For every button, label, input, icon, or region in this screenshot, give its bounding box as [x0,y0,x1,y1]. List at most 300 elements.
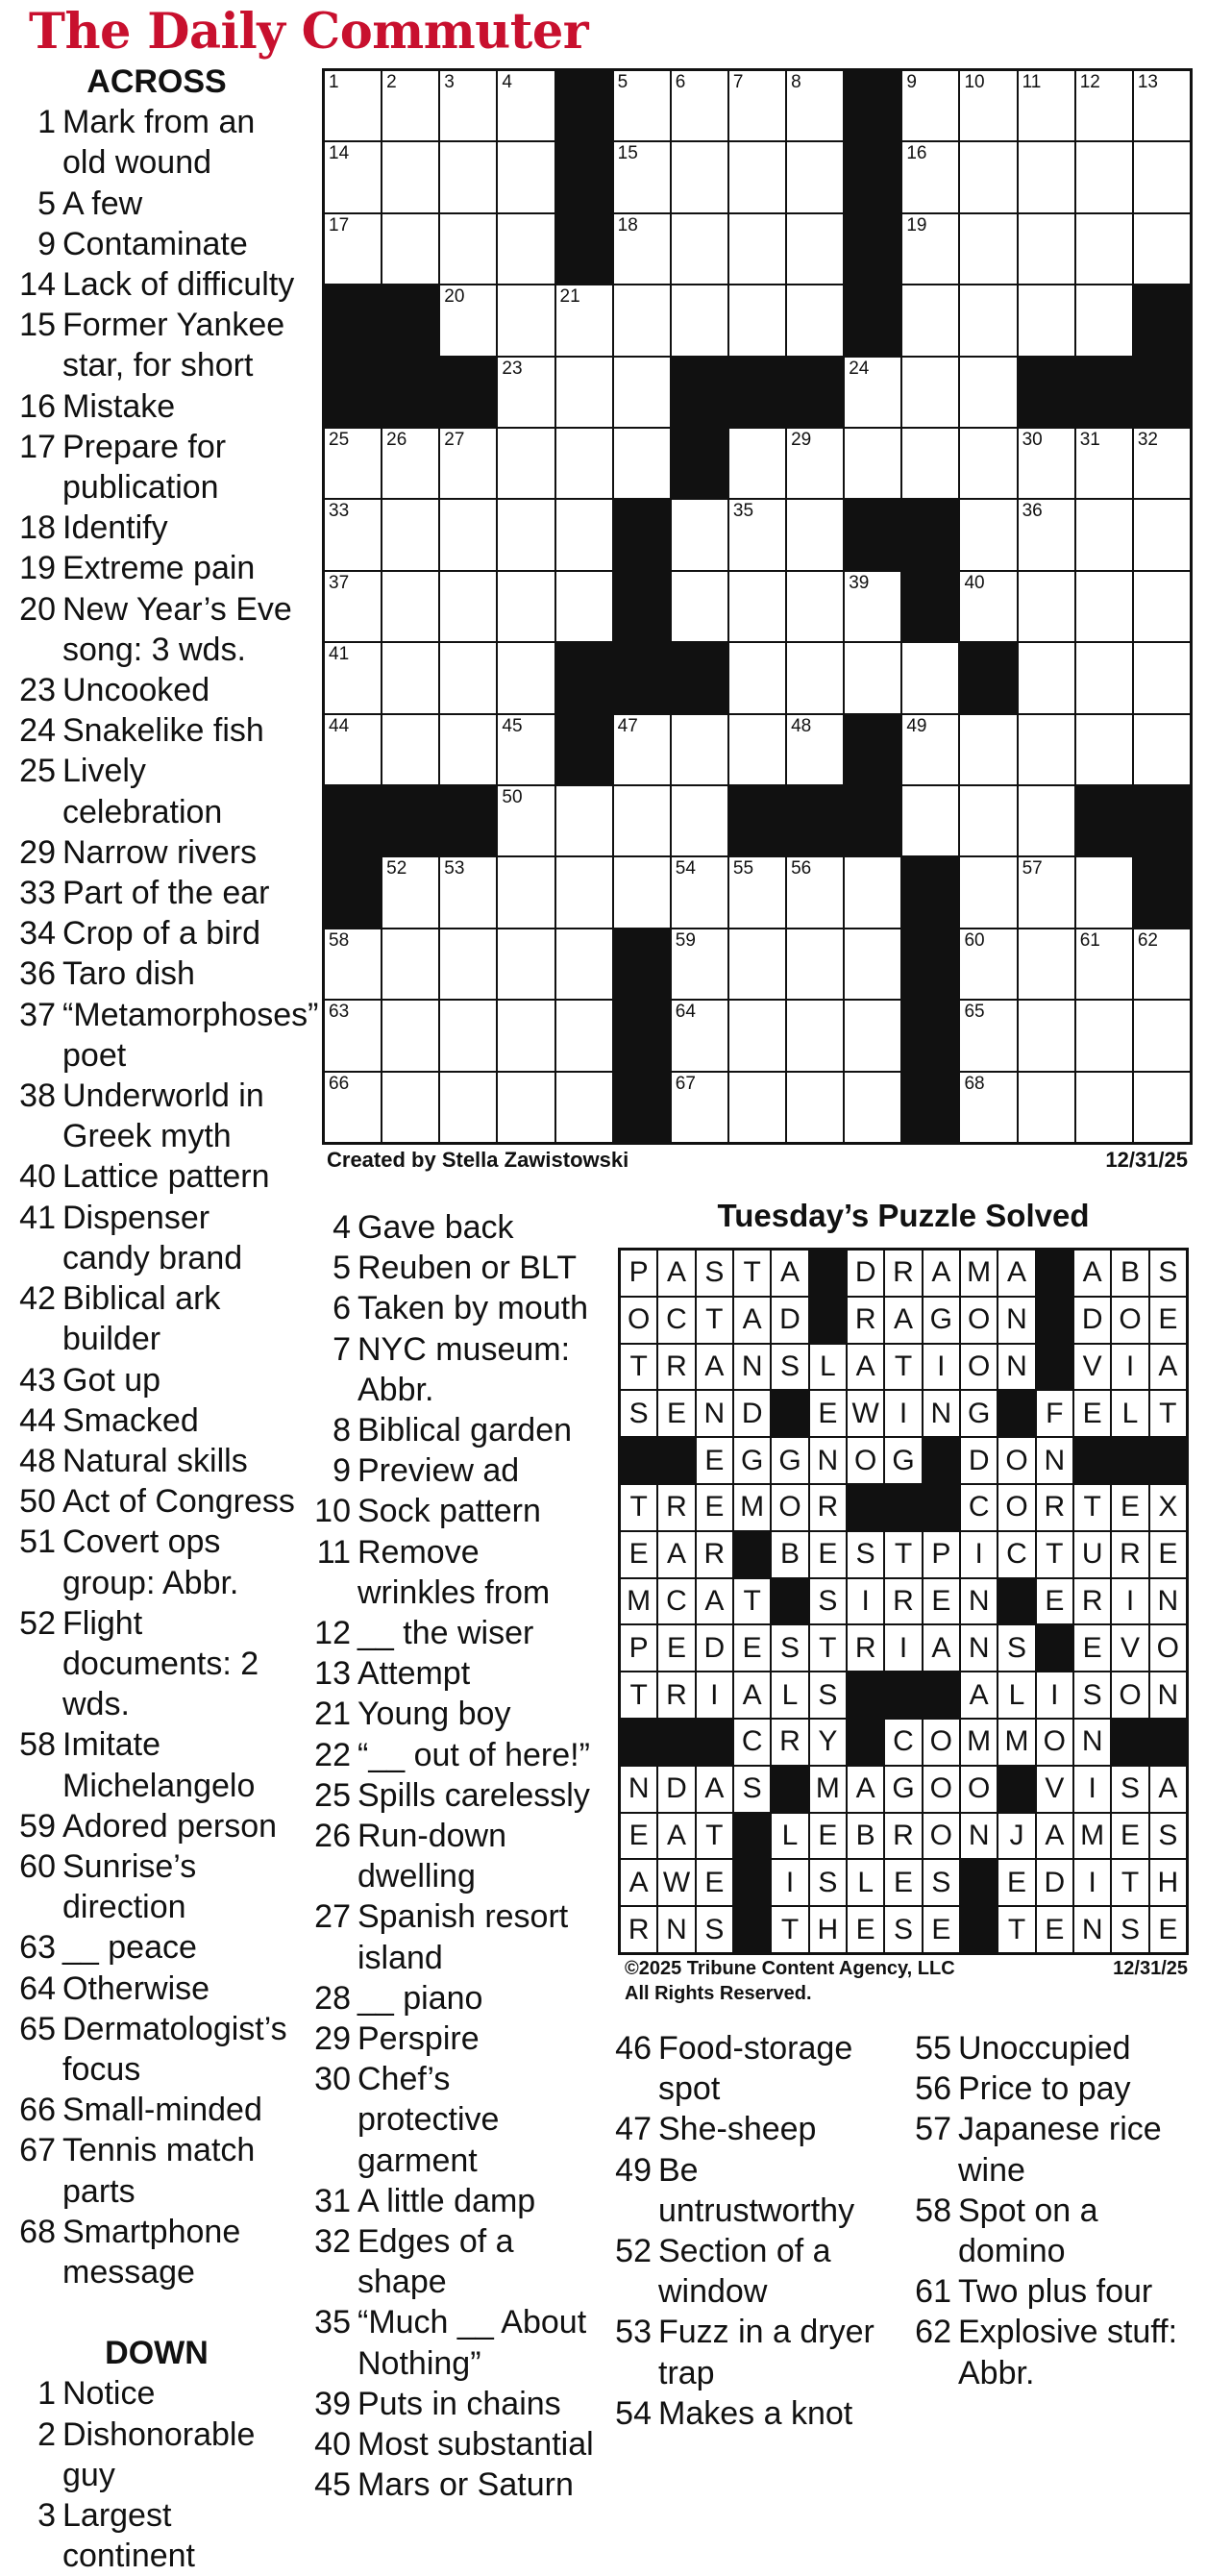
solution-letter: R [658,1672,694,1718]
grid-cell[interactable] [1076,71,1132,140]
grid-cell[interactable] [960,142,1016,211]
grid-cell[interactable] [440,643,496,712]
clue-text: Smacked [62,1401,199,1439]
solution-letter: I [961,1532,997,1577]
solution-letter: I [697,1672,732,1718]
solution-block [1150,1438,1186,1483]
clue-item [17,751,306,831]
clue-number: 8 [333,1412,351,1449]
grid-cell[interactable] [325,1073,381,1142]
grid-cell[interactable] [1134,1001,1190,1070]
solution-letter: B [848,1814,883,1859]
grid-cell[interactable] [1134,929,1190,999]
solution-letter: A [1150,1345,1186,1390]
grid-cell[interactable] [556,358,612,427]
grid-cell[interactable] [960,358,1016,427]
grid-cell[interactable] [1134,500,1190,569]
clue-text: Young boy [357,1696,511,1733]
grid-cell[interactable] [1019,715,1074,784]
grid-cell[interactable] [960,214,1016,284]
grid-cell[interactable] [787,71,843,140]
grid-cell[interactable] [902,285,958,355]
grid-cell[interactable] [1076,929,1132,999]
grid-cell[interactable] [787,572,843,641]
grid-cell[interactable] [672,285,727,355]
grid-cell[interactable] [672,715,727,784]
clue-text: Smartphone message [62,2213,241,2291]
solution-block [1037,1345,1072,1390]
grid-cell[interactable] [382,929,438,999]
solution-letter: R [810,1485,846,1530]
grid-cell[interactable] [902,142,958,211]
solution-letter: L [1112,1391,1147,1436]
grid-cell[interactable] [1019,857,1074,927]
grid-cell[interactable] [1076,857,1132,927]
grid-cell[interactable] [787,214,843,284]
block-cell [556,71,612,140]
grid-cell[interactable] [614,285,670,355]
solution-letter: P [621,1625,656,1671]
clue-item [17,1806,306,1846]
grid-cell[interactable] [440,857,496,927]
grid-cell[interactable] [440,429,496,498]
solution-letter: S [810,1860,846,1905]
grid-cell[interactable] [1076,572,1132,641]
grid-cell[interactable] [845,572,900,641]
grid-cell[interactable] [440,285,496,355]
grid-cell[interactable] [440,214,496,284]
grid-cell[interactable] [614,857,670,927]
solution-block [961,1860,997,1905]
solution-letter: H [1150,1860,1186,1905]
solution-letter: T [772,1907,807,1952]
clue-item [17,264,306,305]
grid-cell[interactable] [440,500,496,569]
grid-cell[interactable] [498,358,554,427]
clue-number: 42 [19,1280,56,1318]
grid-cell[interactable] [845,429,900,498]
cell-number: 27 [444,430,465,450]
grid-cell[interactable] [382,500,438,569]
clue-item [17,2415,306,2495]
solution-letter: N [734,1345,770,1390]
clue-text: A few [62,185,143,222]
grid-cell[interactable] [556,500,612,569]
grid-cell[interactable] [614,715,670,784]
grid-cell[interactable] [729,429,785,498]
grid-cell[interactable] [902,214,958,284]
grid-cell[interactable] [1134,572,1190,641]
clue-item [312,1329,601,1410]
clue-item [17,548,306,588]
solution-letter: N [1037,1438,1072,1483]
grid-cell[interactable] [325,142,381,211]
clue-text: Lack of difficulty [62,266,295,304]
grid-cell[interactable] [1134,643,1190,712]
grid-cell[interactable] [325,500,381,569]
grid-cell[interactable] [729,572,785,641]
solution-letter: T [734,1251,770,1296]
solution-letter: I [1112,1579,1147,1624]
grid-cell[interactable] [1134,214,1190,284]
clue-item [613,2231,901,2312]
grid-cell[interactable] [440,1073,496,1142]
grid-cell[interactable] [729,1073,785,1142]
grid-cell[interactable] [729,715,785,784]
grid-cell[interactable] [1019,1073,1074,1142]
grid-cell[interactable] [614,214,670,284]
clue-number: 58 [19,1726,56,1764]
grid-cell[interactable] [498,715,554,784]
grid-cell[interactable] [325,1001,381,1070]
grid-cell[interactable] [440,1001,496,1070]
clue-item [312,2181,601,2221]
grid-cell[interactable] [556,285,612,355]
grid-cell[interactable] [1134,71,1190,140]
solution-block [848,1485,883,1530]
solution-letter: Y [810,1720,846,1765]
grid-cell[interactable] [845,358,900,427]
grid-cell[interactable] [1076,142,1132,211]
clue-number: 19 [19,550,56,587]
cell-number: 53 [444,858,465,879]
grid-cell[interactable] [1019,71,1074,140]
solution-letter: A [658,1251,694,1296]
puzzle-date: 12/31/25 [1105,1148,1188,1172]
grid-cell[interactable] [729,285,785,355]
grid-cell[interactable] [614,71,670,140]
cell-number: 52 [386,858,407,879]
grid-cell[interactable] [498,214,554,284]
grid-cell[interactable] [556,1073,612,1142]
grid-cell[interactable] [1019,214,1074,284]
clue-text: Extreme pain [62,550,256,587]
grid-cell[interactable] [325,643,381,712]
solution-letter: E [810,1532,846,1577]
grid-cell[interactable] [498,500,554,569]
grid-cell[interactable] [382,715,438,784]
clue-number: 16 [19,387,56,425]
grid-cell[interactable] [614,786,670,855]
solution-letter: T [697,1298,732,1343]
clue-number: 12 [314,1615,351,1652]
solution-letter: W [848,1391,883,1436]
clue-text: __ the wiser [357,1615,534,1652]
clue-text: __ peace [62,1929,197,1967]
grid-cell[interactable] [960,1001,1016,1070]
clue-item [17,710,306,751]
solution-letter: S [885,1907,921,1952]
grid-cell[interactable] [845,1001,900,1070]
grid-cell[interactable] [382,214,438,284]
solution-letter: R [885,1814,921,1859]
grid-cell[interactable] [1019,500,1074,569]
grid-cell[interactable] [729,1001,785,1070]
grid-cell[interactable] [614,142,670,211]
grid-cell[interactable] [787,285,843,355]
clue-number: 56 [915,2070,951,2108]
grid-cell[interactable] [325,715,381,784]
grid-cell[interactable] [787,929,843,999]
solution-letter: I [848,1579,883,1624]
clue-text: Otherwise [62,1969,210,2007]
grid-cell[interactable] [498,929,554,999]
grid-cell[interactable] [845,929,900,999]
solution-letter: L [772,1672,807,1718]
grid-cell[interactable] [325,572,381,641]
block-cell [902,929,958,999]
solution-letter: A [734,1298,770,1343]
clue-text: Unoccupied [958,2030,1131,2067]
grid-cell[interactable] [1019,1001,1074,1070]
grid-cell[interactable] [498,572,554,641]
solution-letter: N [1150,1672,1186,1718]
grid-cell[interactable] [1076,429,1132,498]
grid-cell[interactable] [382,1073,438,1142]
grid-cell[interactable] [325,929,381,999]
clue-number: 11 [316,1533,351,1571]
grid-cell[interactable] [960,929,1016,999]
solution-letter: T [1112,1860,1147,1905]
grid-cell[interactable] [440,142,496,211]
clue-text: Taro dish [62,955,195,993]
grid-cell[interactable] [960,715,1016,784]
solution-block [621,1720,656,1765]
grid-cell[interactable] [672,572,727,641]
grid-cell[interactable] [960,285,1016,355]
clue-number: 13 [314,1655,351,1693]
grid-cell[interactable] [729,142,785,211]
grid-cell[interactable] [498,857,554,927]
grid-cell[interactable] [787,1001,843,1070]
grid-cell[interactable] [787,715,843,784]
solution-letter: E [1074,1391,1110,1436]
grid-cell[interactable] [787,857,843,927]
grid-cell[interactable] [1019,929,1074,999]
grid-cell[interactable] [1019,285,1074,355]
solution-letter: T [885,1532,921,1577]
grid-cell[interactable] [556,572,612,641]
grid-cell[interactable] [845,857,900,927]
grid-cell[interactable] [1076,715,1132,784]
grid-cell[interactable] [672,1073,727,1142]
cell-number: 8 [791,72,801,92]
grid-cell[interactable] [1019,786,1074,855]
grid-cell[interactable] [325,214,381,284]
solution-letter: O [998,1485,1034,1530]
clue-item [17,1198,306,1278]
solution-block [658,1438,694,1483]
grid-cell[interactable] [902,429,958,498]
grid-cell[interactable] [498,1001,554,1070]
clue-text: Japanese rice wine [958,2111,1162,2189]
grid-cell[interactable] [672,142,727,211]
cell-number: 36 [1022,501,1043,522]
cell-number: 47 [617,715,638,736]
grid-cell[interactable] [382,857,438,927]
grid-cell[interactable] [382,643,438,712]
grid-cell[interactable] [672,214,727,284]
grid-cell[interactable] [902,358,958,427]
clue-number: 54 [615,2394,652,2432]
grid-cell[interactable] [498,142,554,211]
clue-number: 47 [615,2111,652,2148]
clue-item [17,508,306,548]
grid-cell[interactable] [729,71,785,140]
grid-cell[interactable] [902,643,958,712]
grid-cell[interactable] [498,71,554,140]
grid-cell[interactable] [498,643,554,712]
block-cell [845,214,900,284]
grid-cell[interactable] [498,429,554,498]
grid-cell[interactable] [672,929,727,999]
clue-text: Natural skills [62,1442,248,1479]
grid-cell[interactable] [960,500,1016,569]
clue-text: Act of Congress [62,1483,295,1521]
block-cell [672,643,727,712]
solution-letter: A [1150,1767,1186,1812]
grid-cell[interactable] [902,786,958,855]
grid-cell[interactable] [672,857,727,927]
grid-cell[interactable] [787,429,843,498]
grid-cell[interactable] [787,142,843,211]
grid-cell[interactable] [498,285,554,355]
grid-cell[interactable] [1019,429,1074,498]
grid-cell[interactable] [382,1001,438,1070]
solution-letter: N [1074,1720,1110,1765]
cell-number: 56 [791,858,812,879]
solution-letter: A [621,1860,656,1905]
grid-cell[interactable] [1076,214,1132,284]
grid-cell[interactable] [1134,429,1190,498]
grid-cell[interactable] [960,572,1016,641]
grid-cell[interactable] [729,214,785,284]
grid-cell[interactable] [440,572,496,641]
grid-cell[interactable] [1134,715,1190,784]
grid-cell[interactable] [556,786,612,855]
cell-number: 59 [675,929,696,951]
grid-cell[interactable] [614,429,670,498]
solution-letter: E [810,1814,846,1859]
grid-cell[interactable] [325,71,381,140]
grid-cell[interactable] [1076,643,1132,712]
grid-cell[interactable] [1134,142,1190,211]
grid-cell[interactable] [729,857,785,927]
grid-cell[interactable] [902,71,958,140]
grid-cell[interactable] [614,358,670,427]
solution-letter: C [998,1532,1034,1577]
clue-number: 52 [19,1604,56,1642]
grid-cell[interactable] [960,857,1016,927]
grid-cell[interactable] [672,1001,727,1070]
solution-letter: E [1150,1532,1186,1577]
solution-letter: T [998,1907,1034,1952]
grid-cell[interactable] [498,786,554,855]
solution-letter: A [848,1767,883,1812]
clue-item [613,2393,901,2434]
clue-text: Adored person [62,1807,278,1845]
grid-cell[interactable] [1019,643,1074,712]
clue-item [17,1400,306,1441]
grid-cell[interactable] [1019,142,1074,211]
grid-cell[interactable] [960,1073,1016,1142]
cell-number: 10 [964,72,985,92]
clue-item [17,1278,306,1359]
grid-cell[interactable] [672,71,727,140]
grid-cell[interactable] [787,643,843,712]
grid-cell[interactable] [382,429,438,498]
grid-cell[interactable] [556,429,612,498]
grid-cell[interactable] [902,715,958,784]
grid-cell[interactable] [556,1001,612,1070]
grid-cell[interactable] [960,429,1016,498]
clue-item [312,1653,601,1694]
clue-text: Mistake [62,387,176,425]
block-cell [1134,786,1190,855]
clue-item [17,832,306,873]
grid-cell[interactable] [440,929,496,999]
grid-cell[interactable] [498,1073,554,1142]
grid-cell[interactable] [960,71,1016,140]
grid-cell[interactable] [1076,1073,1132,1142]
clue-item [17,2373,306,2414]
clue-item [17,995,319,1076]
grid-cell[interactable] [1076,285,1132,355]
cell-number: 2 [386,72,397,92]
grid-cell[interactable] [382,572,438,641]
clue-item [17,1481,306,1522]
grid-cell[interactable] [729,929,785,999]
grid-cell[interactable] [672,786,727,855]
solution-letter: G [885,1767,921,1812]
solution-letter: I [1074,1767,1110,1812]
grid-cell[interactable] [787,1073,843,1142]
grid-cell[interactable] [1076,500,1132,569]
cell-number: 6 [675,72,686,92]
grid-cell[interactable] [672,500,727,569]
grid-cell[interactable] [325,429,381,498]
clue-number: 59 [19,1807,56,1845]
grid-cell[interactable] [729,643,785,712]
grid-cell[interactable] [1134,1073,1190,1142]
grid-cell[interactable] [1019,572,1074,641]
block-cell [787,358,843,427]
cell-number: 48 [791,715,812,736]
grid-cell[interactable] [382,71,438,140]
clue-item [17,589,306,670]
grid-cell[interactable] [845,1073,900,1142]
grid-cell[interactable] [440,715,496,784]
solution-letter: L [848,1860,883,1905]
clue-item [312,1775,601,1816]
grid-cell[interactable] [440,71,496,140]
grid-cell[interactable] [787,500,843,569]
grid-cell[interactable] [556,929,612,999]
grid-cell[interactable] [382,142,438,211]
grid-cell[interactable] [1076,1001,1132,1070]
clue-text: Price to pay [958,2070,1131,2108]
clue-text: She-sheep [658,2111,817,2148]
grid-cell[interactable] [845,643,900,712]
grid-cell[interactable] [960,786,1016,855]
solution-letter: S [1074,1672,1110,1718]
clue-number: 53 [615,2314,652,2351]
solution-letter: A [1074,1251,1110,1296]
cell-number: 7 [732,72,744,92]
solution-date: 12/31/25 [1113,1958,1188,1979]
grid-cell[interactable] [556,857,612,927]
grid-cell[interactable] [729,500,785,569]
